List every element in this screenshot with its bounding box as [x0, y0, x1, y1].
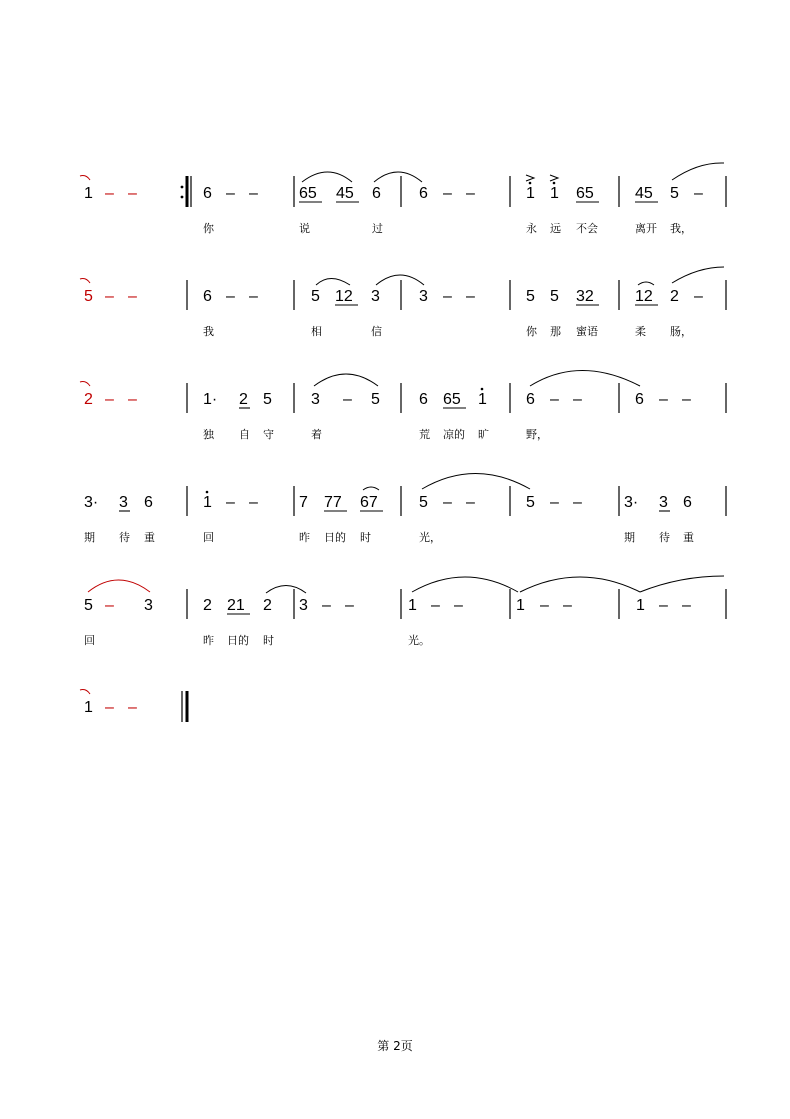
system-5: [84, 576, 726, 647]
lyric: 时: [263, 634, 274, 647]
dash: –: [105, 391, 114, 408]
dash: –: [226, 185, 235, 202]
note: 65: [443, 391, 461, 408]
note: 7: [299, 494, 308, 511]
lyric: 野，: [526, 428, 548, 441]
dash: –: [226, 494, 235, 511]
note: 6: [419, 185, 428, 202]
dash: –: [443, 288, 452, 305]
dash: –: [682, 391, 691, 408]
note: 1: [526, 185, 535, 202]
note: 6: [203, 185, 212, 202]
dash: –: [694, 185, 703, 202]
slur: [638, 282, 654, 285]
repeat-dot: [181, 196, 184, 199]
dash: –: [563, 597, 572, 614]
lyric: 凉的: [443, 428, 465, 441]
slur: [672, 163, 724, 180]
accent-mark: [526, 175, 534, 181]
system-6: [80, 690, 187, 723]
slur: [530, 371, 640, 387]
note: 1: [84, 699, 93, 716]
tie-from-previous: [80, 279, 90, 284]
dash: –: [443, 185, 452, 202]
note: 1: [84, 185, 93, 202]
dash: –: [322, 597, 331, 614]
slur: [640, 576, 724, 592]
tie-from-previous: [80, 176, 90, 181]
slur: [520, 577, 640, 592]
dash: –: [550, 391, 559, 408]
dash: –: [466, 494, 475, 511]
dash: –: [226, 288, 235, 305]
slur: [412, 577, 518, 592]
lyric: 离开: [635, 222, 657, 235]
lyric: 你: [526, 325, 537, 338]
lyric: 永: [526, 222, 537, 235]
slur: [88, 580, 150, 592]
slur: [302, 172, 352, 182]
note: 5: [526, 288, 535, 305]
lyric: 待: [659, 531, 670, 544]
lyric: 重: [144, 531, 155, 544]
lyric: 那: [550, 325, 561, 338]
note: 3: [119, 494, 128, 511]
lyric: 远: [550, 222, 561, 235]
accent-mark: [550, 175, 558, 181]
dash: –: [249, 288, 258, 305]
note: 5: [419, 494, 428, 511]
lyric: 着: [311, 428, 322, 441]
lyric: 柔: [635, 325, 646, 338]
note: 2: [84, 391, 93, 408]
high-octave-dot: [553, 182, 556, 185]
note: 1: [550, 185, 559, 202]
lyric: 独: [203, 428, 214, 441]
note: 3: [659, 494, 668, 511]
dash: –: [694, 288, 703, 305]
lyric: 荒: [419, 428, 430, 441]
note: 1·: [203, 391, 218, 408]
lyric: 相: [311, 325, 322, 338]
dash: –: [466, 288, 475, 305]
lyric: 待: [119, 531, 130, 544]
lyric: 昨: [203, 634, 214, 647]
note: 6: [419, 391, 428, 408]
system-2: [80, 267, 726, 338]
dash: –: [249, 185, 258, 202]
tie-from-previous: [80, 690, 90, 695]
lyric: 说: [299, 222, 310, 235]
note: 3: [371, 288, 380, 305]
lyric: 期: [84, 531, 95, 544]
note: 45: [336, 185, 354, 202]
dash: –: [550, 494, 559, 511]
lyric: 你: [203, 222, 214, 235]
slur: [672, 267, 724, 283]
note: 5: [670, 185, 679, 202]
note: 12: [635, 288, 653, 305]
tie-from-previous: [80, 382, 90, 387]
note: 2: [239, 391, 248, 408]
note: 3: [311, 391, 320, 408]
slur: [376, 275, 424, 285]
lyric: 日的: [227, 634, 249, 647]
dash: –: [540, 597, 549, 614]
note: 77: [324, 494, 342, 511]
slur: [422, 474, 530, 490]
note: 6: [203, 288, 212, 305]
note: 6: [635, 391, 644, 408]
slur: [316, 279, 350, 286]
note: 5: [84, 597, 93, 614]
system-4: [84, 474, 726, 545]
dash: –: [466, 185, 475, 202]
dash: –: [454, 597, 463, 614]
note: 6: [372, 185, 381, 202]
dash: –: [128, 391, 137, 408]
dash: –: [659, 597, 668, 614]
note: 5: [84, 288, 93, 305]
note: 5: [263, 391, 272, 408]
high-octave-dot: [529, 182, 532, 185]
note: 1: [203, 494, 212, 511]
note: 3: [419, 288, 428, 305]
note: 1: [478, 391, 487, 408]
lyric: 光。: [408, 634, 430, 647]
note: 3: [144, 597, 153, 614]
dash: –: [443, 494, 452, 511]
lyric: 不会: [576, 222, 598, 235]
lyric: 过: [372, 222, 383, 235]
note: 32: [576, 288, 594, 305]
lyric: 我，: [670, 222, 692, 235]
note: 45: [635, 185, 653, 202]
note: 1: [408, 597, 417, 614]
note: 21: [227, 597, 245, 614]
lyric: 自: [239, 428, 250, 441]
note: 2: [263, 597, 272, 614]
dash: –: [105, 699, 114, 716]
note: 65: [299, 185, 317, 202]
lyric: 蜜语: [576, 325, 598, 338]
lyric: 重: [683, 531, 694, 544]
dash: –: [128, 185, 137, 202]
dash: –: [128, 699, 137, 716]
dash: –: [682, 597, 691, 614]
dash: –: [659, 391, 668, 408]
high-octave-dot: [206, 491, 209, 494]
lyric: 肠，: [670, 325, 692, 338]
lyric: 回: [203, 531, 214, 544]
note: 3·: [624, 494, 639, 511]
lyric: 时: [360, 531, 371, 544]
note: 1: [636, 597, 645, 614]
note: 67: [360, 494, 378, 511]
slur: [363, 487, 379, 490]
note: 6: [683, 494, 692, 511]
slur: [314, 374, 378, 386]
repeat-dot: [181, 186, 184, 189]
note: 6: [144, 494, 153, 511]
lyric: 旷: [478, 428, 489, 441]
slur: [374, 172, 422, 182]
lyric: 我: [203, 325, 214, 338]
note: 3: [299, 597, 308, 614]
dash: –: [105, 597, 114, 614]
dash: –: [128, 288, 137, 305]
note: 1: [516, 597, 525, 614]
dash: –: [573, 494, 582, 511]
note: 5: [550, 288, 559, 305]
dash: –: [249, 494, 258, 511]
lyric: 守: [263, 428, 274, 441]
lyric: 昨: [299, 531, 310, 544]
note: 2: [670, 288, 679, 305]
note: 12: [335, 288, 353, 305]
dash: –: [573, 391, 582, 408]
note: 3·: [84, 494, 99, 511]
dash: –: [345, 597, 354, 614]
slur: [266, 586, 306, 594]
high-octave-dot: [481, 388, 484, 391]
system-3: [80, 371, 726, 442]
lyric: 日的: [324, 531, 346, 544]
note: 2: [203, 597, 212, 614]
lyric: 回: [84, 634, 95, 647]
note: 65: [576, 185, 594, 202]
dash: –: [105, 185, 114, 202]
note: 5: [371, 391, 380, 408]
dash: –: [343, 391, 352, 408]
system-1: [80, 163, 726, 235]
note: 6: [526, 391, 535, 408]
dash: –: [105, 288, 114, 305]
lyric: 信: [371, 325, 382, 338]
note: 5: [311, 288, 320, 305]
note: 5: [526, 494, 535, 511]
lyric: 光，: [419, 531, 441, 544]
dash: –: [431, 597, 440, 614]
lyric: 期: [624, 531, 635, 544]
page-number: 第 2页: [377, 1039, 413, 1053]
